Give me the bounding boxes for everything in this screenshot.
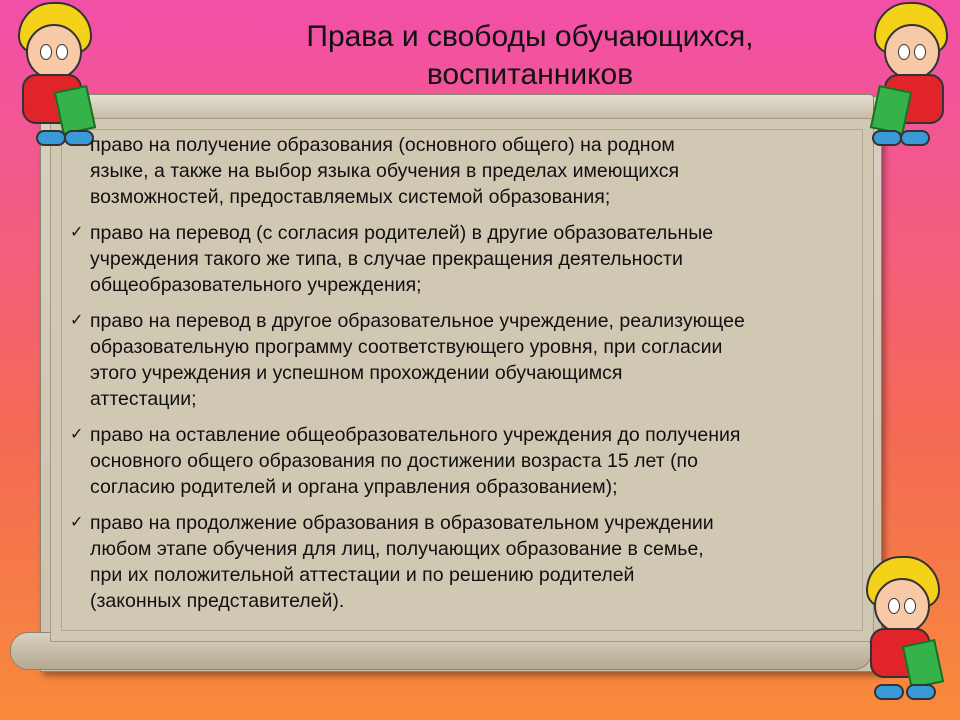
item-line: возможностей, предоставляемых системой образования; xyxy=(90,186,611,208)
item-line: общеобразовательного учреждения; xyxy=(90,274,422,296)
rights-list xyxy=(68,132,888,624)
item-line: основного общего образования по достижении возраста 15 лет (по xyxy=(90,450,698,472)
slide-title xyxy=(230,18,830,94)
item-line: право на перевод (с согласия родителей) в другие образовательные xyxy=(90,222,714,244)
item-line: образовательную программу соответствующего уровня, при согласии xyxy=(90,336,723,358)
item-line: языке, а также на выбор языка обучения в пределах имеющихся xyxy=(90,160,680,182)
reading-boy-illustration-top-left xyxy=(8,2,108,152)
item-line: право на перевод в другое образовательное учреждение, реализующее xyxy=(90,310,745,332)
title-line-2: воспитанников xyxy=(426,58,634,91)
checkmark-icon: ✓ xyxy=(70,224,84,241)
checkmark-icon: ✓ xyxy=(70,312,84,329)
checkmark-icon: ✓ xyxy=(70,426,84,443)
item-line: аттестации; xyxy=(90,388,197,410)
list-item xyxy=(68,422,888,500)
title-line-1: Права и свободы обучающихся, xyxy=(306,20,754,53)
item-line: право на продолжение образования в образовательном учреждении xyxy=(90,512,714,534)
list-item xyxy=(68,510,888,614)
item-line: согласию родителей и органа управления образованием); xyxy=(90,476,618,498)
item-line: при их положительной аттестации и по решению родителей xyxy=(90,564,635,586)
item-line: право на оставление общеобразовательного учреждения до получения xyxy=(90,424,741,446)
item-line: любом этапе обучения для лиц, получающих образование в семье, xyxy=(90,538,704,560)
item-line: (законных представителей). xyxy=(90,590,345,612)
list-item xyxy=(68,308,888,412)
reading-boy-illustration-top-right xyxy=(858,2,958,152)
list-item xyxy=(68,220,888,298)
checkmark-icon: ✓ xyxy=(70,514,84,531)
item-line: этого учреждения и успешном прохождении обучающимся xyxy=(90,362,623,384)
item-line: право на получение образования (основного общего) на родном xyxy=(90,134,675,156)
item-line: учреждения такого же типа, в случае прекращения деятельности xyxy=(90,248,683,270)
list-item xyxy=(68,132,888,210)
